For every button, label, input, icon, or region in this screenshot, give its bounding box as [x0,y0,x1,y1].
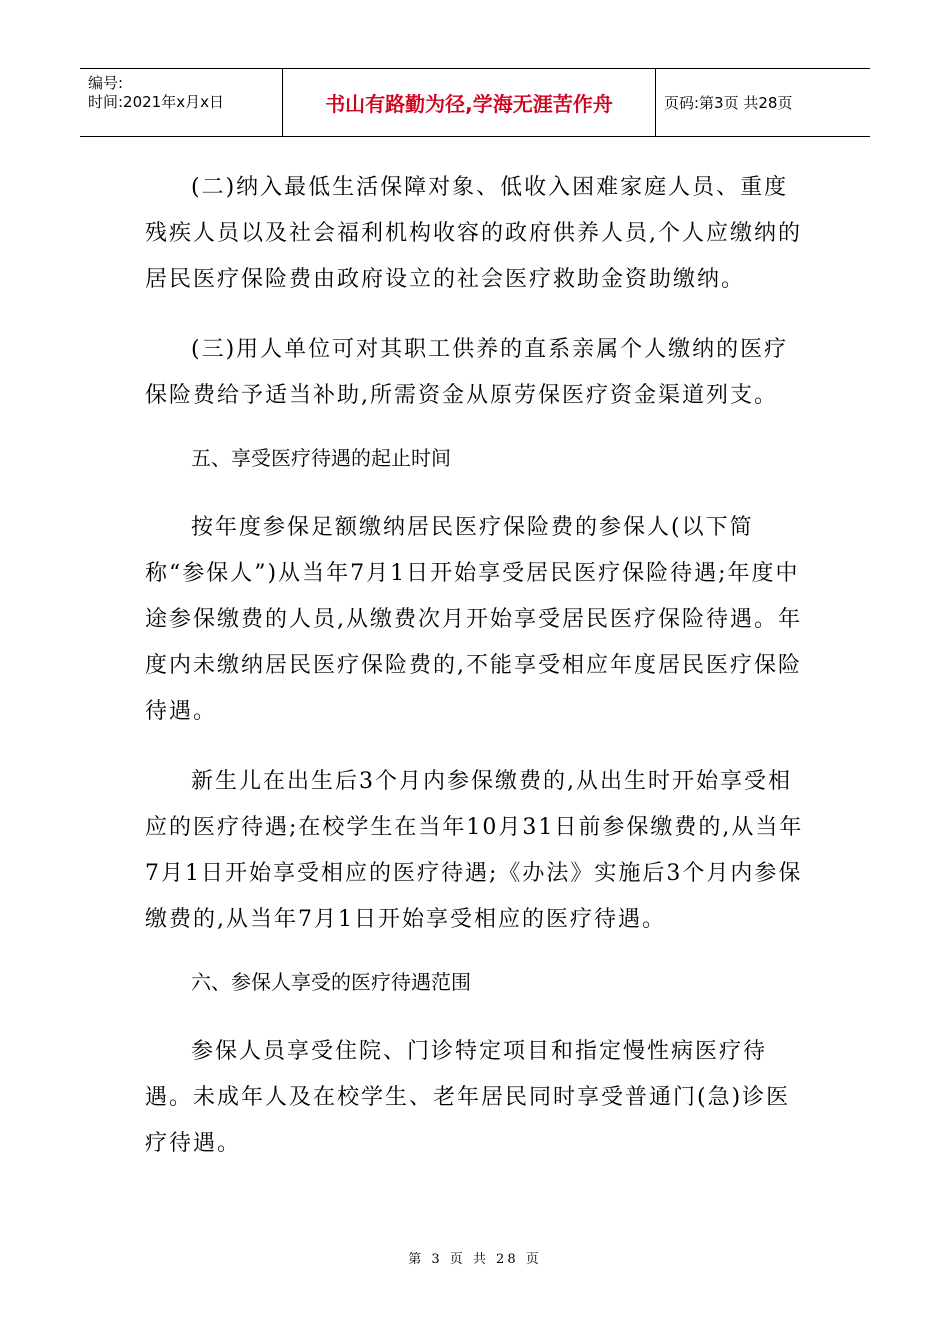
section-heading-6: 六、参保人享受的医疗待遇范围 [191,970,471,994]
document-number-label: 编号: [88,74,124,92]
paragraph-3: (三)用人单位可对其职工供养的直系亲属个人缴纳的医疗保险费给予适当补助,所需资金从原劳保医疗资金渠道列支。 [145,337,789,408]
paragraph-newborn: 新生儿在出生后3个月内参保缴费的,从出生时开始享受相应的医疗待遇;在校学生在当年10月31日前参保缴费的,从当年7月1日开始享受相应的医疗待遇;《办法》实施后3个月内参保缴费的,从当年7月1日开始享受相应的医疗待遇。 [145,769,804,932]
header-meta [80,69,283,136]
paragraph-2: (二)纳入最低生活保障对象、低收入困难家庭人员、重度残疾人员以及社会福利机构收容的政府供养人员,个人应缴纳的居民医疗保险费由政府设立的社会医疗救助金资助缴纳。 [145,175,802,292]
page-header [80,68,870,137]
header-page-info: 页码:第3页 共28页 [664,94,793,112]
document-body [145,165,810,1191]
header-motto: 书山有路勤为径,学海无涯苦作舟 [283,69,656,136]
paragraph-start-time: 按年度参保足额缴纳居民医疗保险费的参保人(以下简称“参保人”)从当年7月1日开始享受居民医疗保险待遇;年度中途参保缴费的人员,从缴费次月开始享受居民医疗保险待遇。年度内未缴纳居民医疗保险费的,不能享受相应年度居民医疗保险待遇。 [145,515,802,724]
page-footer: 第 3 页 共 28 页 [408,1252,542,1267]
paragraph-scope: 参保人员享受住院、门诊特定项目和指定慢性病医疗待遇。未成年人及在校学生、老年居民同时享受普通门(急)诊医疗待遇。 [145,1039,791,1156]
document-date: 时间:2021年x月x日 [88,93,224,111]
section-heading-5: 五、享受医疗待遇的起止时间 [191,446,451,470]
